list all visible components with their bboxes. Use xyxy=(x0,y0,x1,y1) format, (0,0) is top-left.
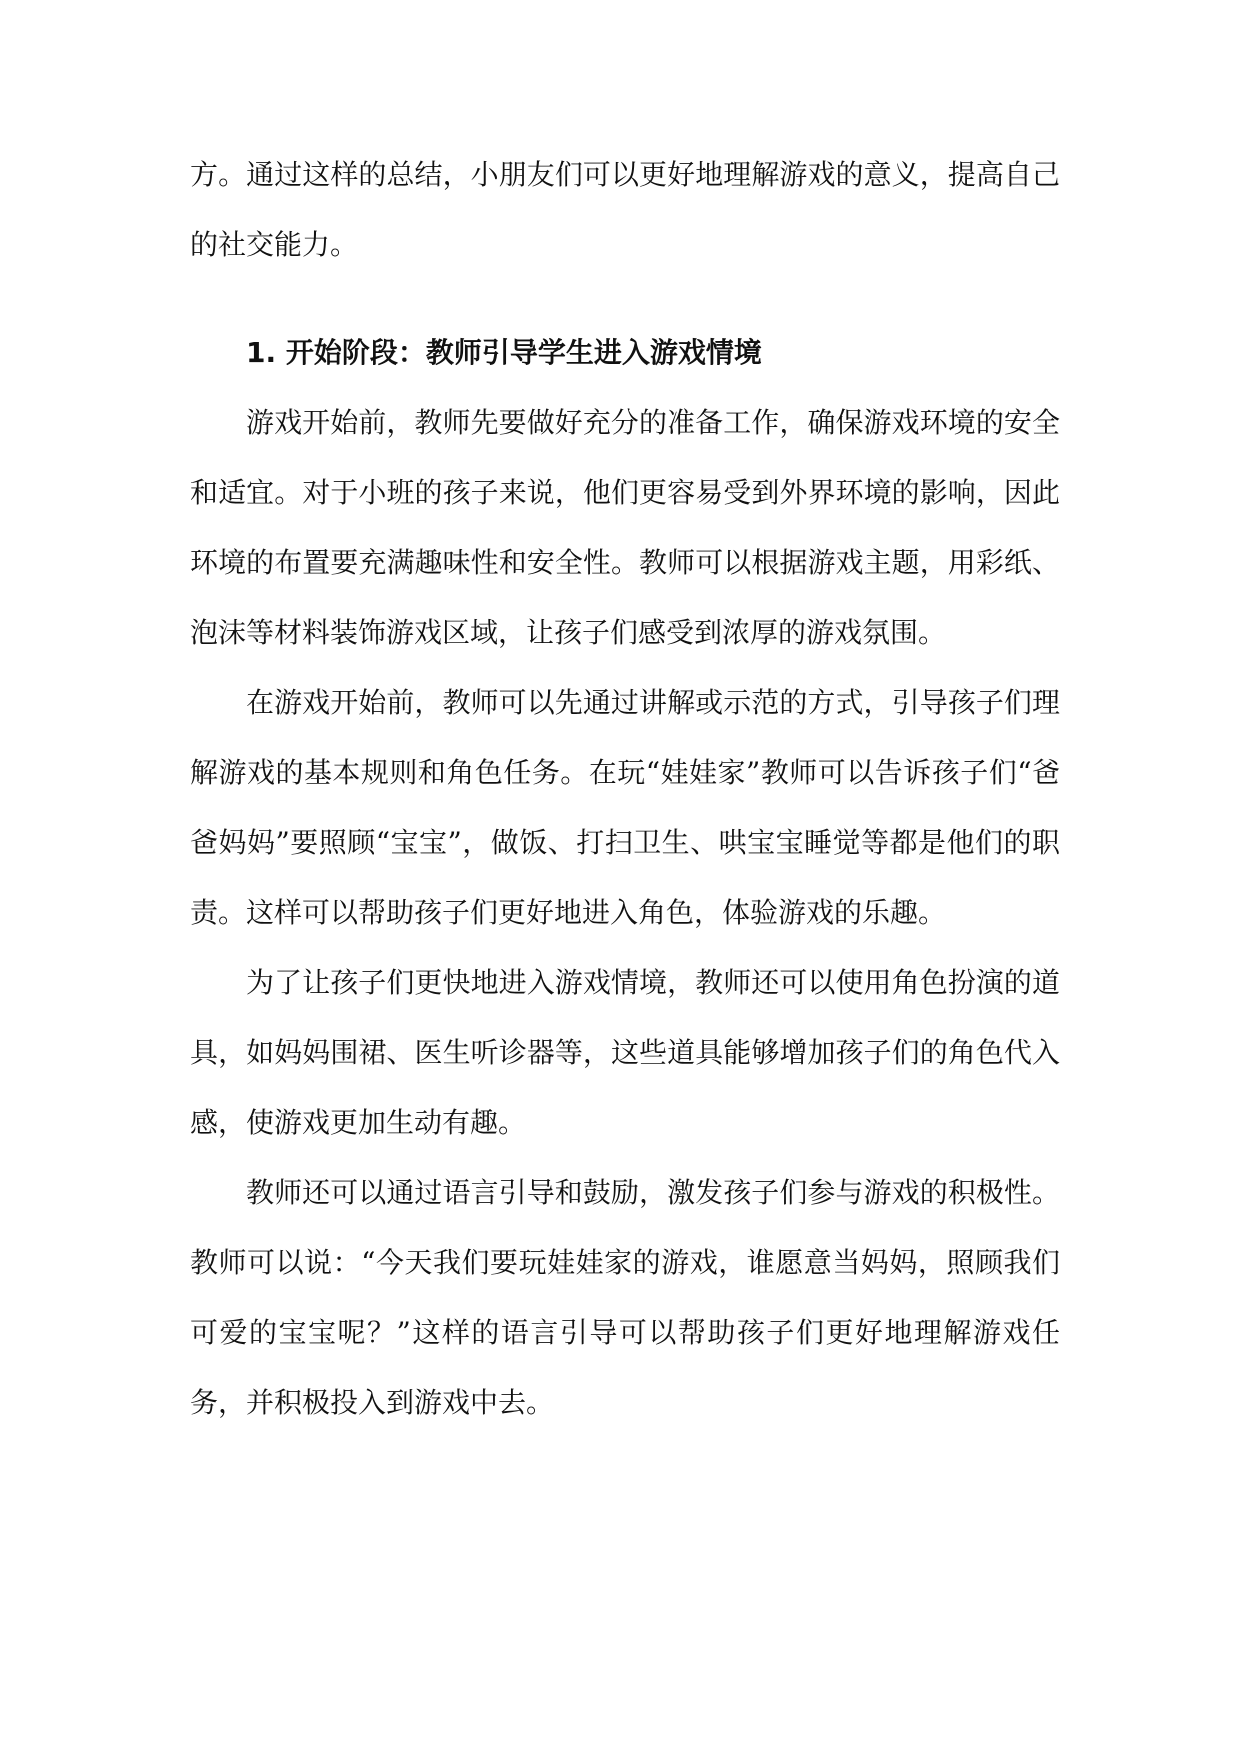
paragraph-role-props: 为了让孩子们更快地进入游戏情境，教师还可以使用角色扮演的道具，如妈妈围裙、医生听诊器等，这些道具能够增加孩子们的角色代入感，使游戏更加生动有趣。 xyxy=(190,966,1060,1139)
section-heading: 1. 开始阶段：教师引导学生进入游戏情境 xyxy=(246,336,762,369)
paragraph-rules-explanation: 在游戏开始前，教师可以先通过讲解或示范的方式，引导孩子们理解游戏的基本规则和角色任务。在玩“娃娃家”教师可以告诉孩子们“爸爸妈妈”要照顾“宝宝”，做饭、打扫卫生、哄宝宝睡觉等都是他们的职责。这样可以帮助孩子们更好地进入角色，体验游戏的乐趣。 xyxy=(190,686,1060,929)
document-body xyxy=(190,140,1060,1438)
paragraph-verbal-guidance: 教师还可以通过语言引导和鼓励，激发孩子们参与游戏的积极性。教师可以说：“今天我们要玩娃娃家的游戏，谁愿意当妈妈，照顾我们可爱的宝宝呢？”这样的语言引导可以帮助孩子们更好地理解游戏任务，并积极投入到游戏中去。 xyxy=(190,1176,1060,1419)
paragraph-environment-preparation: 游戏开始前，教师先要做好充分的准备工作，确保游戏环境的安全和适宜。对于小班的孩子来说，他们更容易受到外界环境的影响，因此环境的布置要充满趣味性和安全性。教师可以根据游戏主题，用彩纸、泡沫等材料装饰游戏区域，让孩子们感受到浓厚的游戏氛围。 xyxy=(190,406,1060,649)
paragraph-continued: 方。通过这样的总结，小朋友们可以更好地理解游戏的意义，提高自己的社交能力。 xyxy=(190,158,1060,261)
